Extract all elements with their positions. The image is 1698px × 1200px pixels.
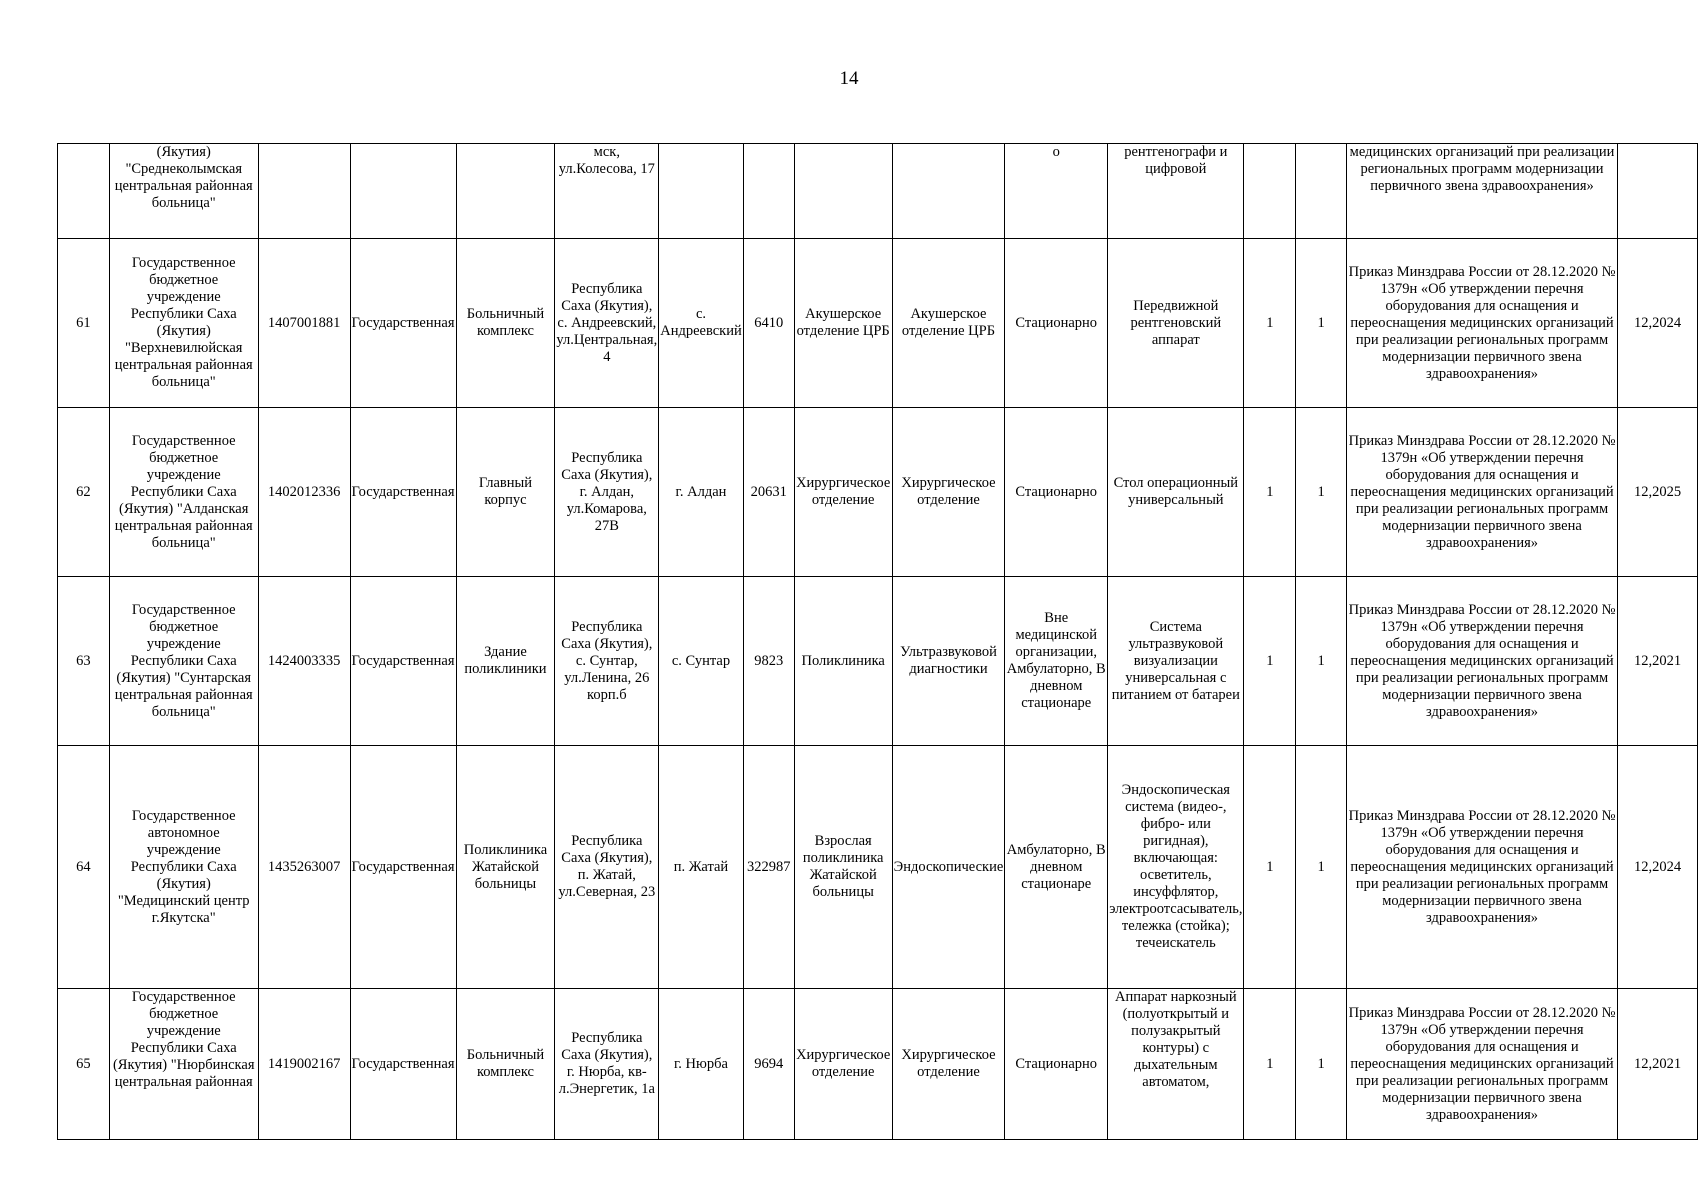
table-row (58, 408, 1698, 577)
cell-settlement: г. Алдан (659, 408, 744, 577)
cell-settlement: п. Жатай (659, 746, 744, 989)
page-number: 14 (839, 68, 859, 89)
cell-address: мск, ул.Колесова, 17 (555, 144, 659, 239)
cell-unit: Акушерское отделение ЦРБ (892, 239, 1005, 408)
cell-qty2: 1 (1296, 408, 1347, 577)
cell-settlement: г. Нюрба (659, 989, 744, 1140)
cell-population: 20631 (743, 408, 794, 577)
cell-qty1: 1 (1244, 577, 1296, 746)
cell-org: (Якутия) "Среднеколымская центральная районная больница" (109, 144, 258, 239)
cell-ownership (350, 144, 456, 239)
cell-ownership: Государственная (350, 577, 456, 746)
cell-unit: Хирургическое отделение (892, 408, 1005, 577)
cell-org: Государственное автономное учреждение Республики Саха (Якутия) "Медицинский центр г.Якутска" (109, 746, 258, 989)
cell-basis: медицинских организаций при реализации региональных программ модернизации первичного звена здравоохранения» (1346, 144, 1617, 239)
cell-conditions: Амбулаторно, В дневном стационаре (1005, 746, 1108, 989)
cell-unit (892, 144, 1005, 239)
cell-basis: Приказ Минздрава России от 28.12.2020 № 1379н «Об утверждении перечня оборудования для оснащения и переоснащения медицинских организаций при реализации региональных программ модернизации первичного звена здравоохранения» (1346, 989, 1617, 1140)
cell-conditions: Стационарно (1005, 408, 1108, 577)
cell-date: 12,2025 (1618, 408, 1698, 577)
cell-qty1: 1 (1244, 408, 1296, 577)
cell-department (794, 144, 892, 239)
cell-basis: Приказ Минздрава России от 28.12.2020 № 1379н «Об утверждении перечня оборудования для оснащения и переоснащения медицинских организаций при реализации региональных программ модернизации первичного звена здравоохранения» (1346, 408, 1617, 577)
cell-ownership: Государственная (350, 239, 456, 408)
cell-equipment: Эндоскопическая система (видео-, фибро- или ригидная), включающая: осветитель, инсуффлятор, электроотсасыватель, тележка (стойка); течеискатель (1108, 746, 1244, 989)
cell-date: 12,2021 (1618, 577, 1698, 746)
cell-num: 62 (58, 408, 110, 577)
table-row (58, 746, 1698, 989)
cell-inn: 1402012336 (258, 408, 350, 577)
cell-qty2: 1 (1296, 746, 1347, 989)
cell-conditions: о (1005, 144, 1108, 239)
cell-basis: Приказ Минздрава России от 28.12.2020 № 1379н «Об утверждении перечня оборудования для оснащения и переоснащения медицинских организаций при реализации региональных программ модернизации первичного звена здравоохранения» (1346, 577, 1617, 746)
cell-inn: 1419002167 (258, 989, 350, 1140)
cell-department: Поликлиника (794, 577, 892, 746)
cell-population: 322987 (743, 746, 794, 989)
cell-unit: Ультразвуковой диагностики (892, 577, 1005, 746)
cell-equipment: Стол операционный универсальный (1108, 408, 1244, 577)
cell-conditions: Стационарно (1005, 989, 1108, 1140)
cell-population: 9694 (743, 989, 794, 1140)
cell-qty1: 1 (1244, 746, 1296, 989)
cell-org: Государственное бюджетное учреждение Республики Саха (Якутия) "Алданская центральная районная больница" (109, 408, 258, 577)
cell-building (456, 144, 555, 239)
cell-inn: 1407001881 (258, 239, 350, 408)
cell-building: Поликлиника Жатайской больницы (456, 746, 555, 989)
cell-department: Взрослая поликлиника Жатайской больницы (794, 746, 892, 989)
cell-address: Республика Саха (Якутия), г. Нюрба, кв-л.Энергетик, 1а (555, 989, 659, 1140)
cell-settlement: с. Андреевский (659, 239, 744, 408)
cell-settlement (659, 144, 744, 239)
table-row-continuation (58, 144, 1698, 239)
cell-equipment: Аппарат наркозный (полуоткрытый и полузакрытый контуры) с дыхательным автоматом, (1108, 989, 1244, 1140)
cell-building: Больничный комплекс (456, 239, 555, 408)
cell-qty2: 1 (1296, 989, 1347, 1140)
cell-num: 61 (58, 239, 110, 408)
cell-address: Республика Саха (Якутия), п. Жатай, ул.Северная, 23 (555, 746, 659, 989)
cell-building: Главный корпус (456, 408, 555, 577)
cell-date: 12,2024 (1618, 746, 1698, 989)
cell-ownership: Государственная (350, 989, 456, 1140)
cell-qty1: 1 (1244, 989, 1296, 1140)
cell-unit: Эндоскопические (892, 746, 1005, 989)
cell-org: Государственное бюджетное учреждение Республики Саха (Якутия) "Сунтарская центральная районная больница" (109, 577, 258, 746)
cell-conditions: Вне медицинской организации, Амбулаторно, В дневном стационаре (1005, 577, 1108, 746)
cell-unit: Хирургическое отделение (892, 989, 1005, 1140)
cell-num (58, 144, 110, 239)
cell-building: Больничный комплекс (456, 989, 555, 1140)
cell-date: 12,2024 (1618, 239, 1698, 408)
cell-equipment: Система ультразвуковой визуализации универсальная с питанием от батареи (1108, 577, 1244, 746)
cell-address: Республика Саха (Якутия), с. Андреевский, ул.Центральная, 4 (555, 239, 659, 408)
table-row (58, 577, 1698, 746)
cell-num: 64 (58, 746, 110, 989)
cell-org: Государственное бюджетное учреждение Республики Саха (Якутия) "Нюрбинская центральная районная (109, 989, 258, 1140)
cell-department: Акушерское отделение ЦРБ (794, 239, 892, 408)
cell-population: 9823 (743, 577, 794, 746)
cell-ownership: Государственная (350, 746, 456, 989)
cell-address: Республика Саха (Якутия), с. Сунтар, ул.Ленина, 26 корп.б (555, 577, 659, 746)
cell-org: Государственное бюджетное учреждение Республики Саха (Якутия) "Верхневилюйская центральная районная больница" (109, 239, 258, 408)
cell-equipment: Передвижной рентгеновский аппарат (1108, 239, 1244, 408)
cell-num: 65 (58, 989, 110, 1140)
cell-qty2: 1 (1296, 577, 1347, 746)
cell-inn: 1424003335 (258, 577, 350, 746)
cell-department: Хирургическое отделение (794, 989, 892, 1140)
table-row (58, 989, 1698, 1140)
cell-date: 12,2021 (1618, 989, 1698, 1140)
cell-population (743, 144, 794, 239)
cell-inn: 1435263007 (258, 746, 350, 989)
cell-basis: Приказ Минздрава России от 28.12.2020 № 1379н «Об утверждении перечня оборудования для оснащения и переоснащения медицинских организаций при реализации региональных программ модернизации первичного звена здравоохранения» (1346, 746, 1617, 989)
cell-conditions: Стационарно (1005, 239, 1108, 408)
equipment-table (57, 143, 1698, 1140)
cell-building: Здание поликлиники (456, 577, 555, 746)
cell-address: Республика Саха (Якутия), г. Алдан, ул.Комарова, 27В (555, 408, 659, 577)
cell-department: Хирургическое отделение (794, 408, 892, 577)
table-row (58, 239, 1698, 408)
cell-date (1618, 144, 1698, 239)
cell-basis: Приказ Минздрава России от 28.12.2020 № 1379н «Об утверждении перечня оборудования для оснащения и переоснащения медицинских организаций при реализации региональных программ модернизации первичного звена здравоохранения» (1346, 239, 1617, 408)
cell-settlement: с. Сунтар (659, 577, 744, 746)
cell-ownership: Государственная (350, 408, 456, 577)
cell-inn (258, 144, 350, 239)
cell-num: 63 (58, 577, 110, 746)
cell-qty2 (1296, 144, 1347, 239)
cell-population: 6410 (743, 239, 794, 408)
cell-qty2: 1 (1296, 239, 1347, 408)
cell-qty1 (1244, 144, 1296, 239)
cell-equipment: рентгенографи и цифровой (1108, 144, 1244, 239)
cell-qty1: 1 (1244, 239, 1296, 408)
